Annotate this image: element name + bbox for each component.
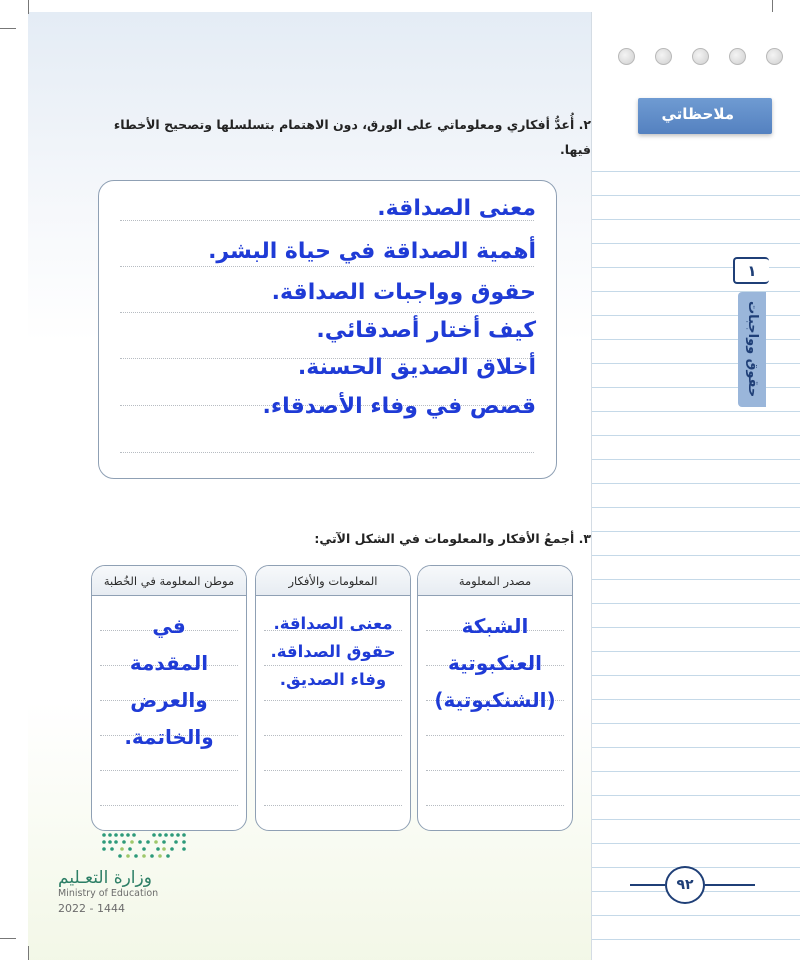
- column-header: موطن المعلومة في الخُطبة: [92, 566, 246, 596]
- column-location: [91, 565, 247, 831]
- answer-line: والخاتمة.: [124, 725, 214, 749]
- writing-line: [100, 805, 238, 806]
- answer-line: كيف أختار أصدقائي.: [316, 318, 536, 343]
- binder-ring-icon: [618, 48, 635, 65]
- binder-ring-icon: [729, 48, 746, 65]
- binder-ring-icon: [692, 48, 709, 65]
- column-header: المعلومات والأفكار: [256, 566, 410, 596]
- writing-line: [264, 770, 402, 771]
- writing-line: [100, 770, 238, 771]
- writing-line: [120, 312, 534, 313]
- writing-line: [120, 266, 534, 267]
- notes-tab-label: ملاحظاتي: [661, 105, 734, 123]
- answer-line: قصص في وفاء الأصدقاء.: [262, 394, 536, 419]
- unit-number: ١: [733, 257, 769, 284]
- ministry-name-ar: وزارة التعـليم: [58, 868, 152, 888]
- answer-line: المقدمة: [129, 651, 209, 675]
- writing-line: [426, 735, 564, 736]
- unit-title: حقوق وواجبات: [745, 301, 760, 398]
- writing-line: [120, 452, 534, 453]
- answer-line: وفاء الصديق.: [279, 670, 387, 689]
- writing-line: [264, 700, 402, 701]
- question-3-text: ٣. أجمعُ الأفكار والمعلومات في الشكل الآتي:: [314, 531, 591, 546]
- page-number-rule: [705, 884, 755, 886]
- trim-mark: [28, 0, 29, 14]
- answer-line: في: [152, 614, 186, 638]
- writing-line: [264, 805, 402, 806]
- column-header: مصدر المعلومة: [418, 566, 572, 596]
- column-info: [255, 565, 411, 831]
- column-answer: [418, 608, 572, 719]
- binder-ring-icon: [655, 48, 672, 65]
- column-source: [417, 565, 573, 831]
- notes-tab: [638, 98, 772, 134]
- trim-mark: [0, 938, 16, 939]
- answer-line: معنى الصداقة.: [273, 614, 393, 633]
- binder-ring-icon: [766, 48, 783, 65]
- writing-line: [426, 770, 564, 771]
- answer-line: معنى الصداقة.: [377, 196, 536, 221]
- answer-line: (الشنكبوتية): [434, 688, 556, 712]
- ministry-name-en: Ministry of Education: [58, 888, 159, 899]
- notes-column: [591, 12, 800, 960]
- writing-line: [264, 735, 402, 736]
- answer-line: الشبكة: [461, 614, 529, 638]
- answer-line: والعرض: [130, 688, 208, 712]
- column-answer: [256, 610, 410, 694]
- answer-line: أخلاق الصديق الحسنة.: [297, 355, 536, 380]
- answer-line: حقوق وواجبات الصداقة.: [271, 280, 536, 305]
- writing-line: [426, 805, 564, 806]
- page-number-rule: [630, 884, 665, 886]
- page-number: ٩٢: [665, 866, 705, 904]
- edition-year: 2022 - 1444: [58, 902, 125, 915]
- answer-line: حقوق الصداقة.: [270, 642, 396, 661]
- question-2-text: ٢. أُعدُّ أفكاري ومعلوماتي على الورق، دون الاهتمام بتسلسلها وتصحيح الأخطاء فيها.: [113, 117, 591, 157]
- trim-mark: [0, 28, 16, 29]
- column-answer: [92, 608, 246, 756]
- trim-mark: [28, 946, 29, 960]
- moe-dots-logo: [100, 831, 192, 861]
- answer-line: العنكبوتية: [448, 651, 542, 675]
- answer-line: أهمية الصداقة في حياة البشر.: [208, 239, 536, 264]
